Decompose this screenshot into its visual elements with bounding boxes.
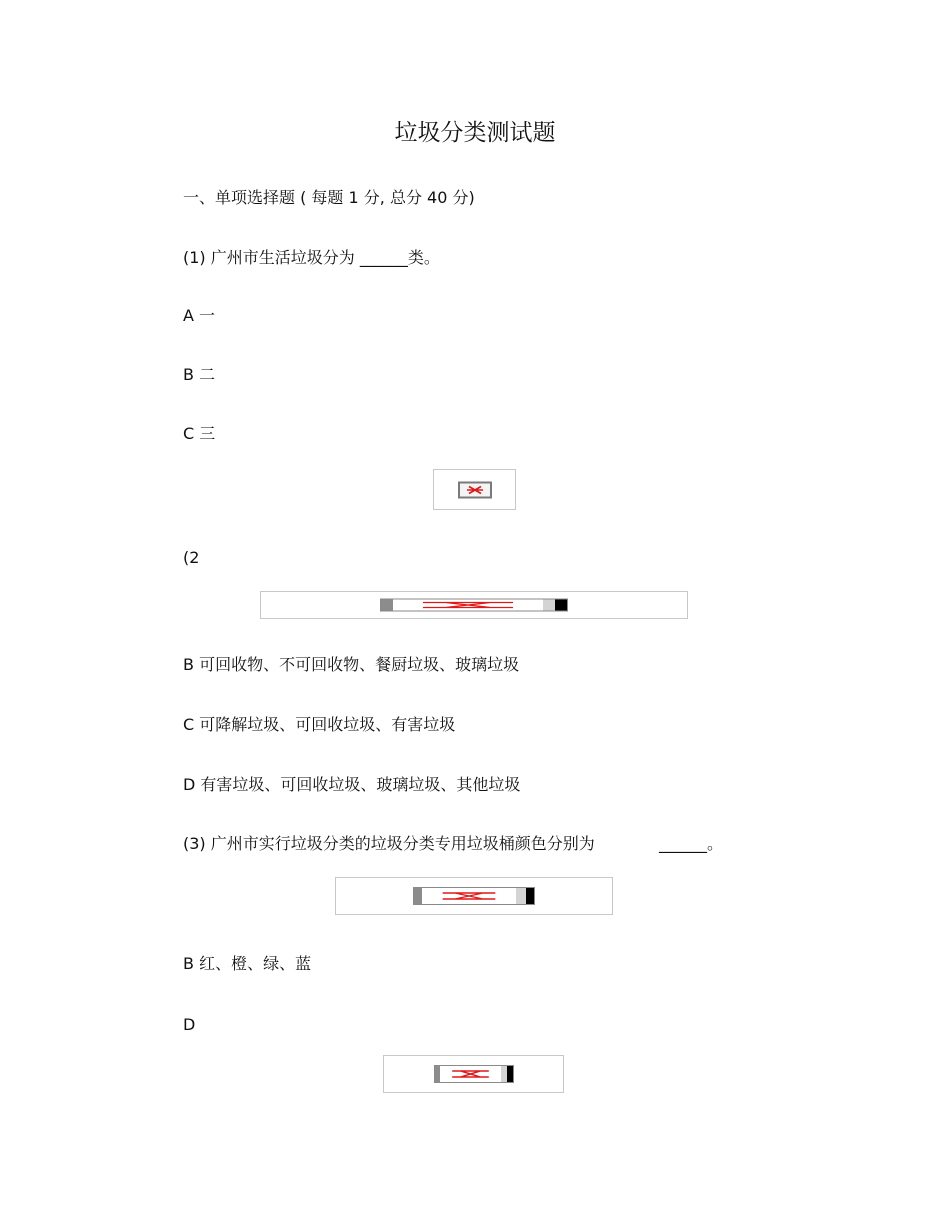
question-1-stem: (1) 广州市生活垃圾分为 ______类。 — [183, 248, 440, 267]
section-heading: 一、单项选择题 ( 每题 1 分, 总分 40 分) — [183, 188, 475, 207]
question-1-option-c: C 三 — [183, 424, 216, 443]
question-2-option-d: D 有害垃圾、可回收垃圾、玻璃垃圾、其他垃圾 — [183, 775, 521, 794]
broken-image-placeholder — [335, 877, 613, 915]
broken-image-icon — [380, 599, 568, 612]
question-3-stem: (3) 广州市实行垃圾分类的垃圾分类专用垃圾桶颜色分别为 — [183, 834, 595, 853]
question-3-blank: ______。 — [659, 834, 724, 853]
broken-image-icon — [434, 1065, 514, 1083]
question-2-stem: (2 — [183, 548, 200, 567]
question-2-option-c: C 可降解垃圾、可回收垃圾、有害垃圾 — [183, 715, 456, 734]
broken-image-placeholder — [260, 591, 688, 619]
question-1-option-b: B 二 — [183, 365, 216, 384]
question-1-option-a: A 一 — [183, 306, 216, 325]
question-3-option-d: D — [183, 1015, 196, 1034]
broken-image-icon — [458, 481, 492, 498]
broken-image-icon — [413, 887, 535, 905]
question-3-option-b: B 红、橙、绿、蓝 — [183, 954, 312, 973]
broken-image-placeholder — [433, 469, 516, 510]
question-2-option-b: B 可回收物、不可回收物、餐厨垃圾、玻璃垃圾 — [183, 655, 520, 674]
page-title: 垃圾分类测试题 — [394, 120, 556, 146]
broken-image-placeholder — [383, 1055, 564, 1093]
